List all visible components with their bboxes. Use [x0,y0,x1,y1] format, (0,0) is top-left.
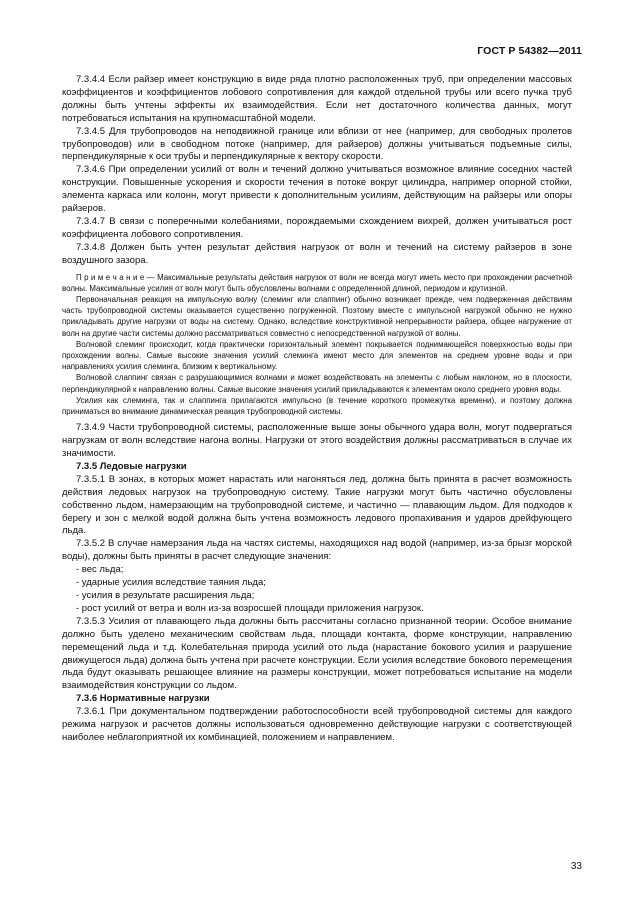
note-paragraph: Первоначальная реакция на импульсную волну (слеминг или слаппинг) обычно возникает прежде, чем подверженная действиям часть трубопроводной системы оказывается существенно погруженной. Поэтому вместе с импульсной нагрузкой обычно не нужно прикладывать другие нагрузки от воды на систему. Однако, вследствие конструктивной непрерывности райзера, общее нагружение от волн на другие части системы должно рассматриваться совместно с непосредственной нагрузкой от волны. [62,295,572,338]
list-item: - вес льда; [76,564,124,576]
list-item: - усилия в результате расширения льда; [76,590,255,602]
paragraph-7347: 7.3.4.7 В связи с поперечными колебаниями, порождаемыми схождением вихрей, должен учитываться рост коэффициента лобового сопротивления. [62,215,572,240]
section-heading-735: 7.3.5 Ледовые нагрузки [76,460,187,472]
paragraph-7346: 7.3.4.6 При определении усилий от волн и течений должно учитываться возможное влияние соседних частей конструкции. Повышенные ускорения и скорости течения в потоке вокруг цилиндра, например опорной стойки, элемента каркаса или колонн, могут привести к дополнительным усилиям, действующим на райзеры или опоры райзеров. [62,164,572,215]
paragraph-7361: 7.3.6.1 При документальном подтверждении работоспособности всей трубопроводной системы для каждого режима нагрузок и расчетов должны использоваться одновременно действующие нагрузки с соответствующей наиболее неблагоприятной их комбинацией, положением и направлением. [62,706,572,743]
document-body [62,74,572,745]
paragraph-7345: 7.3.4.5 Для трубопроводов на неподвижной границе или вблизи от нее (например, для свободных пролетов трубопроводов) или в свободном потоке (например, для райзеров) должны учитываться подъемные силы, перпендикулярные к оси трубы и перпендикулярные к вектору скорости. [62,125,572,163]
page-number: 33 [570,861,582,872]
paragraph-7344: 7.3.4.4 Если райзер имеет конструкцию в виде ряда плотно расположенных труб, при определении массовых коэффициентов и коэффициентов лобового сопротивления для каждой отдельной трубы или всего пучка труб должны быть учтены эффекты их взаимодействия. Если нет достаточного количества данных, могут потребоваться испытания на крупномасштабной модели. [62,74,572,124]
paragraph-7351: 7.3.5.1 В зонах, в которых может нарастать или нагоняться лед, должна быть принята в расчет возможность действия ледовых нагрузок на трубопроводную систему. Такие нагрузки могут быть частично обусловлены собственно льдом, намерзающим на трубопроводной системе, и частично — плавающим льдом. Для подходов к берегу и зон с мелкой водой должна быть учтена возможность ледового пропахивания и ударов дрейфующего льда. [62,473,572,537]
note-paragraph: Усилия как слеминга, так и слаппинга прилагаются импульсно (в течение короткого промежутка времени), и поэтому должна приниматься во внимание динамическая реакция трубопроводной системы. [62,395,572,417]
paragraph-7353: 7.3.5.3 Усилия от плавающего льда должны быть рассчитаны согласно признанной теории. Особое внимание должно быть уделено механическим свойствам льда, площади контакта, форме конструкции, направлению перемещений льда и т.д. Колебательная природа усилий ото льда (нарастание бокового усилия и разрушение движущегося льда) должна быть учтена при расчете конструкции. Если усилия вследствие бокового перемещения льда будут оказывать решающее влияние на размеры конструкции, может потребоваться испытание на модели взаимодействия конструкции со льдом. [62,615,572,692]
note-block [62,272,572,418]
paragraph-7349: 7.3.4.9 Части трубопроводной системы, расположенные выше зоны обычного удара волн, могут подвергаться нагрузкам от волн вследствие нагона волны. Нагрузки от этого воздействия должны рассматриваться в случае их значимости. [62,422,572,460]
list-item: - рост усилий от ветра и волн из-за возросшей площади приложения нагрузок. [76,602,424,614]
list-item: - ударные усилия вследствие таяния льда; [76,577,266,589]
ice-load-list [62,564,572,616]
document-header: ГОСТ Р 54382—2011 [477,45,582,57]
paragraph-7352: 7.3.5.2 В случае намерзания льда на частях системы, находящихся над водой (например, из-за брызг морской воды), должны быть приняты в расчет следующие значения: [62,538,572,563]
note-paragraph: Волновой слеминг происходит, когда практически горизонтальный элемент покрывается поднимающейся поверхностью воды при прохождении волны. Самые высокие значения усилий слеминга имеют место для элементов на среднем уровне воды и при направлениях усилия слеминга, близким к вертикальному. [62,339,572,372]
paragraph-7348: 7.3.4.8 Должен быть учтен результат действия нагрузок от волн и течений на систему райзеров в зоне воздушного зазора. [62,241,572,266]
note-paragraph: Волновой слаппинг связан с разрушающимися волнами и может воздействовать на элементы с любым наклоном, но в плоскости, перпендикулярной к направлению волны. Самые высокие значения усилий прикладываются к элементам около среднего уровня воды. [62,373,572,394]
section-heading-736: 7.3.6 Нормативные нагрузки [76,693,210,705]
note-paragraph: П р и м е ч а н и е — Максимальные результаты действия нагрузок от волн не всегда могут иметь место при прохождении расчетной волны. Максимальные усилия от волн могут быть обусловлены волнами с определенной длиной, периодом и крутизной. [62,272,572,293]
